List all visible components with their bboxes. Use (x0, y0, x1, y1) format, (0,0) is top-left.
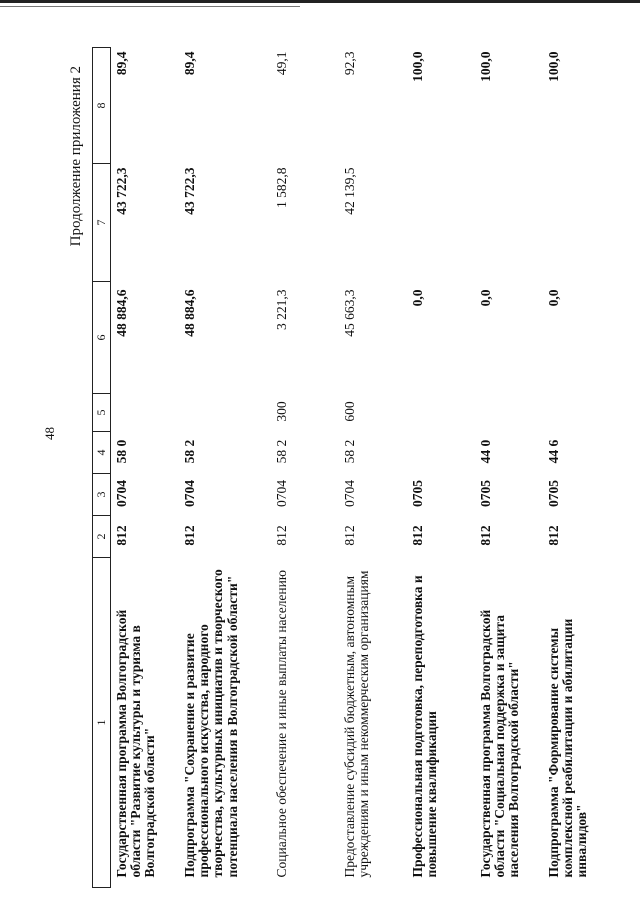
cell-c7: 1 582,8 (274, 167, 289, 208)
row-name: Профессиональная подготовка, переподготовка и повышение квалификации (410, 575, 440, 878)
cell-c5 (179, 394, 271, 432)
top-rule (0, 6, 300, 7)
table-row (543, 48, 611, 888)
page-number: 48 (42, 427, 57, 440)
cell-c7: 43 722,3 (182, 167, 197, 215)
column-header: 6 (93, 282, 111, 394)
cell-c3: 0705 (478, 480, 493, 507)
cell-c2: 812 (546, 525, 561, 546)
column-header: 4 (93, 432, 111, 474)
column-header: 1 (93, 558, 111, 888)
rotated-page (36, 48, 596, 888)
cell-c6: 48 884,6 (182, 289, 197, 337)
cell-c5 (475, 394, 543, 432)
cell-c4: 44 6 (546, 439, 561, 464)
cell-c4: 58 0 (114, 439, 129, 464)
cell-c2: 812 (342, 525, 357, 546)
cell-c6: 3 221,3 (274, 289, 289, 330)
cell-c2: 812 (478, 525, 493, 546)
cell-c5 (111, 394, 180, 432)
cell-c3: 0704 (274, 480, 289, 507)
cell-c3: 0705 (410, 480, 425, 507)
cell-c8: 92,3 (342, 51, 357, 76)
cell-c4: 58 2 (342, 439, 357, 464)
cell-c8: 100,0 (546, 51, 561, 82)
column-header: 5 (93, 394, 111, 432)
cell-c7: 43 722,3 (114, 167, 129, 215)
cell-c7: 42 139,5 (342, 167, 357, 215)
cell-c5: 600 (342, 401, 357, 422)
cell-c4: 44 0 (478, 439, 493, 464)
table-row (179, 48, 271, 888)
cell-c8: 89,4 (182, 51, 197, 76)
table-row (407, 48, 475, 888)
cell-c8: 100,0 (410, 51, 425, 82)
table-row (111, 48, 180, 888)
cell-c3: 0704 (114, 480, 129, 507)
table-row (271, 48, 339, 888)
table-header-row (93, 48, 111, 888)
cell-c8: 89,4 (114, 51, 129, 76)
cell-c6: 0,0 (546, 289, 561, 307)
row-name: Подпрограмма "Сохранение и развитие профессионального искусства, народного творчества, культурных инициатив и творческого потенциала населения в Волгоградской области" (182, 569, 240, 878)
row-name: Государственная программа Волгоградской области "Социальная поддержка и защита населения Волгоградской области" (478, 609, 522, 878)
cell-c7 (475, 164, 543, 282)
cell-c2: 812 (182, 525, 197, 546)
cell-c2: 812 (114, 525, 129, 546)
top-border-line (0, 0, 640, 3)
cell-c3: 0705 (546, 480, 561, 507)
cell-c7 (407, 164, 475, 282)
row-name: Социальное обеспечение и иные выплаты населению (274, 570, 289, 878)
table-row (475, 48, 543, 888)
cell-c6: 0,0 (410, 289, 425, 307)
cell-c5 (543, 394, 611, 432)
row-name: Предоставление субсидий бюджетным, автономным учреждениям и иным некоммерческим организациям (342, 570, 372, 878)
row-name: Государственная программа Волгоградской области "Развитие культуры и туризма в Волгоградской области" (114, 609, 158, 878)
cell-c5 (407, 394, 475, 432)
column-header: 2 (93, 516, 111, 558)
cell-c6: 48 884,6 (114, 289, 129, 337)
cell-c6: 45 663,3 (342, 289, 357, 337)
cell-c4: 58 2 (274, 439, 289, 464)
cell-c2: 812 (410, 525, 425, 546)
row-name: Подпрограмма "Формирование системы комплексной реабилитации и абилитации инвалидов" (546, 618, 590, 878)
cell-c5: 300 (274, 401, 289, 422)
cell-c8: 49,1 (274, 51, 289, 76)
column-header: 3 (93, 474, 111, 516)
appendix-caption: Продолжение приложения 2 (68, 66, 84, 247)
cell-c8: 100,0 (478, 51, 493, 82)
cell-c6: 0,0 (478, 289, 493, 307)
table-row (339, 48, 407, 888)
cell-c7 (543, 164, 611, 282)
column-header: 7 (93, 164, 111, 282)
column-header: 8 (93, 48, 111, 164)
cell-c4 (407, 432, 475, 474)
cell-c2: 812 (274, 525, 289, 546)
cell-c4: 58 2 (182, 439, 197, 464)
budget-table (92, 47, 611, 888)
cell-c3: 0704 (342, 480, 357, 507)
cell-c3: 0704 (182, 480, 197, 507)
